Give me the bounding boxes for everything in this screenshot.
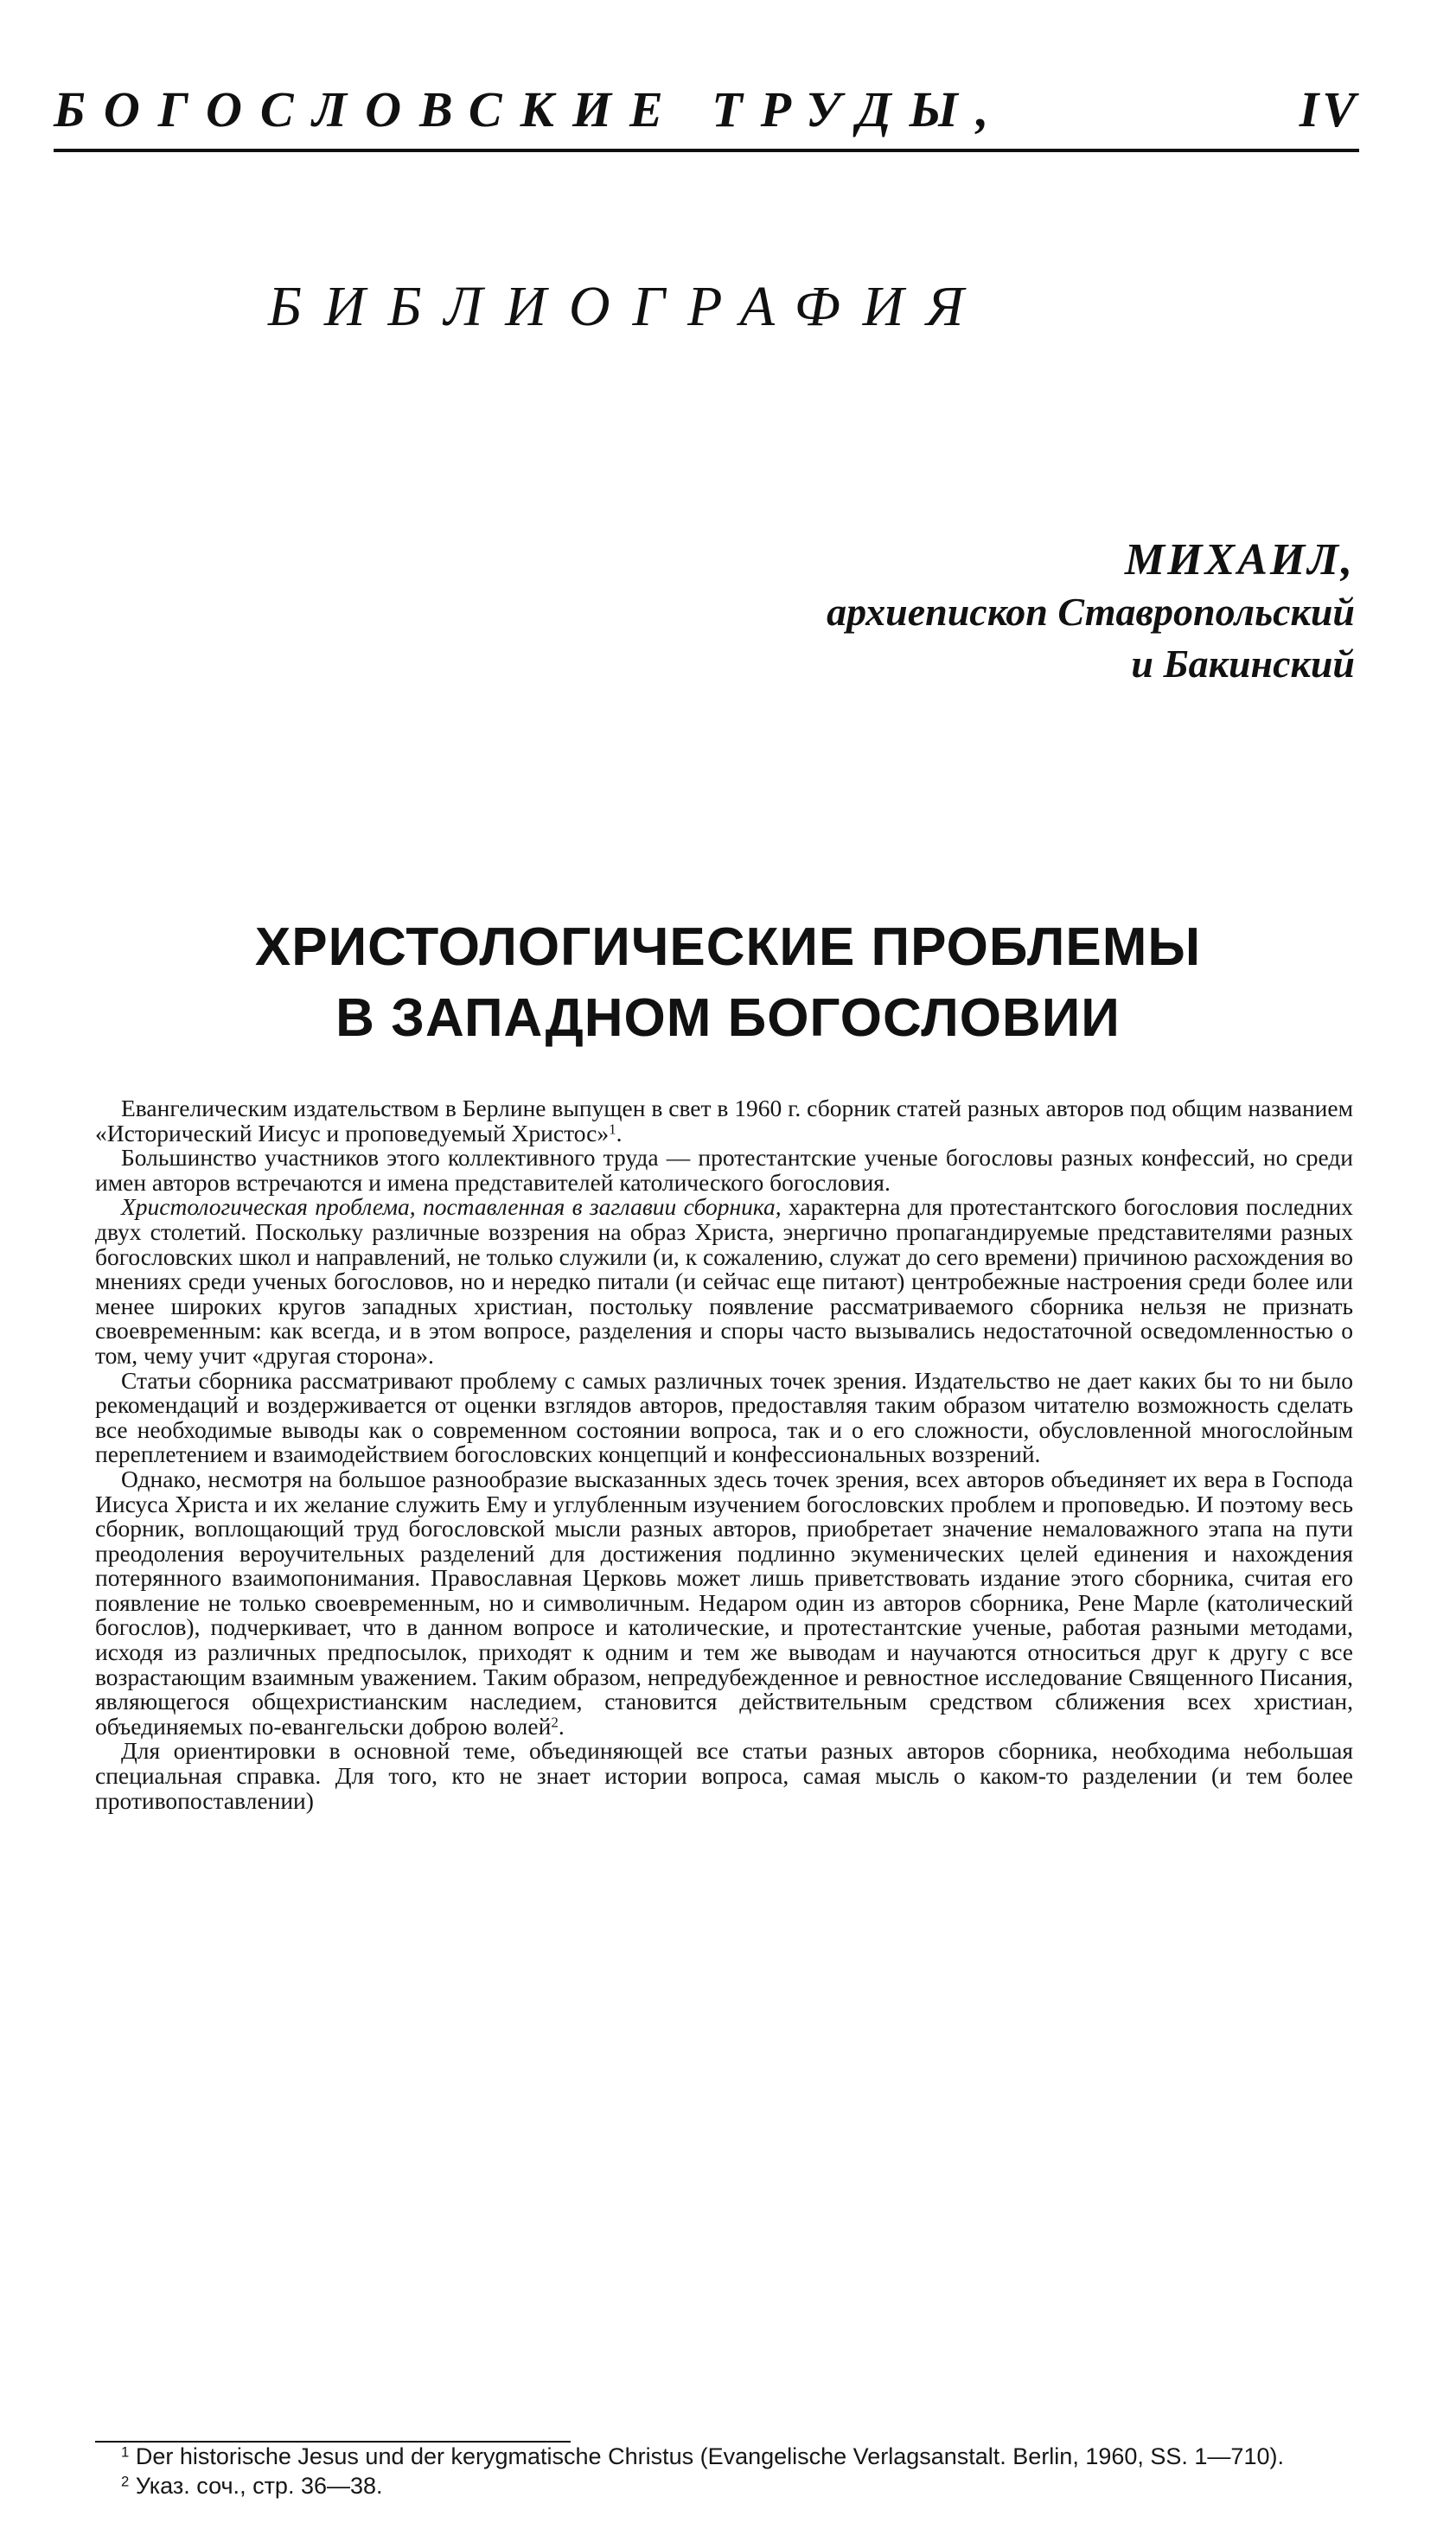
article-title-line1: ХРИСТОЛОГИЧЕСКИЕ ПРОБЛЕМЫ	[254, 917, 1202, 977]
paragraph-1-text: Евангелическим издательством в Берлине выпущен в свет в 1960 г. сборник статей разных авторов под общим названием «Исторический Иисус и проповедуемый Христос»	[95, 1095, 1353, 1146]
author-title-line2: и Бакинский	[1131, 642, 1355, 686]
section-title: БИБЛИОГРАФИЯ	[268, 275, 987, 338]
footnote-2	[95, 2471, 1353, 2500]
paragraph-5	[95, 1467, 1353, 1740]
footnote-2-mark: 2	[121, 2473, 130, 2490]
footnote-1-mark: 1	[121, 2443, 130, 2461]
paragraph-3	[95, 1195, 1353, 1368]
header-rule	[54, 149, 1359, 152]
article-title-line2: В ЗАПАДНОМ БОГОСЛОВИИ	[335, 988, 1121, 1048]
paragraph-3-emphasis: Христологическая проблема, поставленная в заглавии сборника,	[121, 1193, 782, 1221]
paragraph-1	[95, 1096, 1353, 1146]
article-body	[95, 1096, 1353, 1813]
paragraph-3-text: характерна для протестантского богословия последних двух столетий. Поскольку различные воззрения на образ Христа, энергично пропагандируемые представителями разных богословских школ и направлений, не только служили (и, к сожалению, служат до сего времени) причиною расхождения во мнениях среди ученых богословов, но и нередко питали (и сейчас еще питают) центробежные настроения среди более или менее широких кругов западных христиан, постольку появление рассматриваемого сборника нельзя не признать своевременным: как всегда, и в этом вопросе, разделения и споры часто вызывались недостаточной осведомленностью о том, чему учит «другая сторона».	[95, 1193, 1353, 1369]
paragraph-2: Большинство участников этого коллективного труда — протестантские ученые богословы разных конфессий, но среди имен авторов встречаются и имена представителей католического богословия.	[95, 1144, 1353, 1196]
paragraph-6: Для ориентировки в основной теме, объединяющей все статьи разных авторов сборника, необходима небольшая специальная справка. Для того, кто не знает истории вопроса, самая мысль о каком-то разделении (и тем более противопоставлении)	[95, 1737, 1353, 1814]
footnote-ref-2: 2	[551, 1714, 559, 1731]
footnotes	[95, 2442, 1353, 2500]
author-title-line1: архиепископ Ставропольский	[827, 590, 1355, 634]
paragraph-4: Статьи сборника рассматривают проблему с самых различных точек зрения. Издательство не дает каких бы то ни было рекомендаций и воздерживается от оценки взглядов авторов, предоставляя таким образом читателю возможность сделать все необходимые выводы как о современном состоянии вопроса, так и о его сложности, обусловленной многослойным переплетением и взаимодействием богословских концепций и конфессиональных воззрений.	[95, 1366, 1353, 1468]
paragraph-5-text: Однако, несмотря на большое разнообразие высказанных здесь точек зрения, всех авторов объединяет их вера в Господа Иисуса Христа и их желание служить Ему и углубленным изучением богословских проблем и проповедью. И поэтому весь сборник, воплощающий труд богословской мысли разных авторов, приобретает значение немаловажного этапа на пути преодоления вероучительных разделений для достижения подлинно экуменических целей единения и нахождения потерянного взаимопонимания. Православная Церковь может лишь приветствовать издание этого сборника, считая его появление не только своевременным, но и символичным. Недаром один из авторов сборника, Рене Марле (католический богослов), подчеркивает, что в данном вопросе и католические, и протестантские ученые, работая разными методами, исходя из различных предпосылок, приходят к одним и тем же выводам и научаются относиться друг к другу с все возрастающим взаимным уважением. Таким образом, непредубежденное и ревностное исследование Священного Писания, являющегося общехристианским наследием, становится действительным средством сближения всех христиан, объединяемых по-евангельски доброю волей	[95, 1465, 1353, 1740]
running-head	[54, 71, 1359, 149]
article-title	[0, 912, 1456, 1054]
journal-title: БОГОСЛОВСКИЕ ТРУДЫ,	[54, 81, 1007, 137]
footnote-1	[95, 2442, 1353, 2471]
footnote-2-text: Указ. соч., стр. 36—38.	[135, 2473, 383, 2499]
volume-number: IV	[1299, 81, 1359, 137]
paragraph-1-tail: .	[616, 1119, 623, 1146]
author-block	[484, 534, 1355, 690]
author-name: МИХАИЛ,	[1124, 535, 1355, 584]
paragraph-5-tail: .	[558, 1712, 565, 1740]
footnote-ref-1: 1	[609, 1121, 616, 1138]
footnote-1-text: Der historische Jesus und der kerygmatische Christus (Evangelische Verlagsanstalt. Berlin, 1960, SS. 1—710).	[135, 2443, 1284, 2469]
